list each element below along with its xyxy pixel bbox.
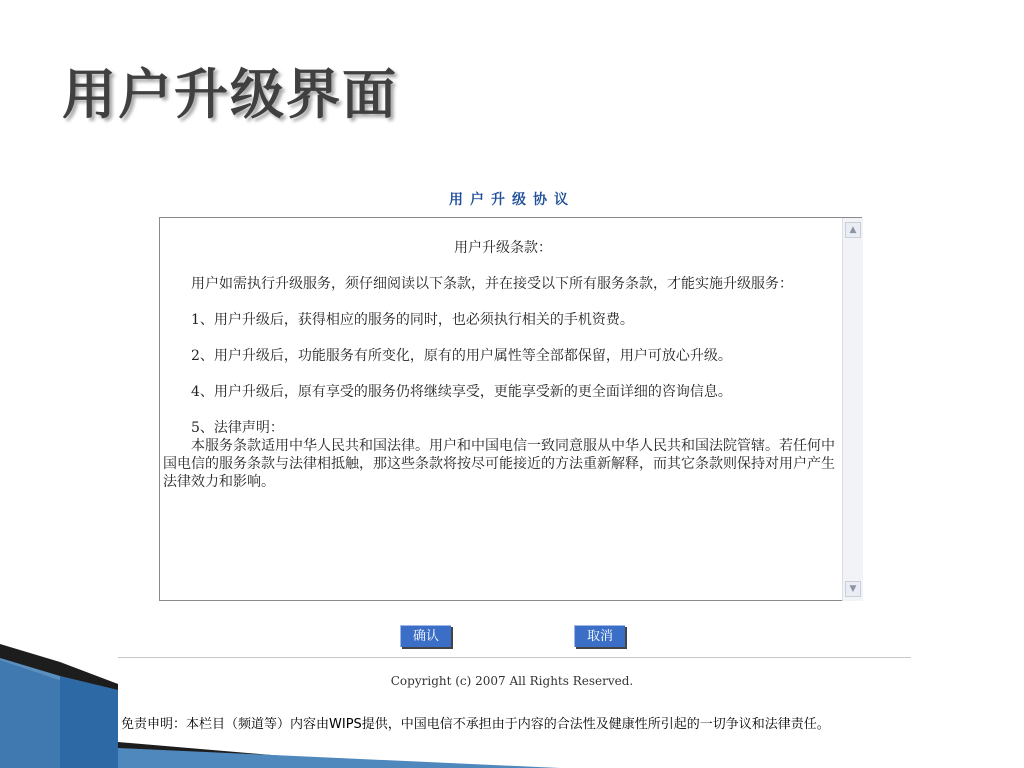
terms-content [163,218,843,600]
terms-scrollbar[interactable] [842,218,863,601]
terms-textarea[interactable] [159,217,862,601]
terms-item-4: 4、用户升级后，原有享受的服务仍将继续享受，更能享受新的更全面详细的咨询信息。 [191,384,732,400]
terms-intro: 用户如需执行升级服务，须仔细阅读以下条款，并在接受以下所有服务条款，才能实施升级服务： [191,276,793,292]
terms-item-1: 1、用户升级后，获得相应的服务的同时，也必须执行相关的手机资费。 [191,312,634,328]
slide-title: 用户升级界面 [62,63,398,126]
agreement-heading: 用户升级协议 [449,192,575,208]
cancel-button[interactable]: 取消 [574,625,625,647]
scroll-down-arrow-icon[interactable]: ▼ [845,581,861,597]
copyright-text: Copyright (c) 2007 All Rights Reserved. [390,674,634,688]
terms-legal-title: 5、法律声明： [191,420,284,436]
disclaimer-text: 免责申明：本栏目（频道等）内容由WIPS提供，中国电信不承担由于内容的合法性及健康性所引起的一切争议和法律责任。 [121,717,830,732]
divider [118,657,911,658]
terms-title: 用户升级条款： [454,240,552,256]
confirm-button[interactable]: 确认 [400,625,451,647]
terms-legal-body: 本服务条款适用中华人民共和国法律。用户和中国电信一致同意服从中华人民共和国法院管辖。若任何中国电信的服务条款与法律相抵触，那这些条款将按尽可能接近的方法重新解释，而其它条款则保持对用户产生法律效力和影响。 [163,438,835,490]
scroll-up-arrow-icon[interactable]: ▲ [845,222,861,238]
terms-item-2: 2、用户升级后，功能服务有所变化，原有的用户属性等全部都保留，用户可放心升级。 [191,348,732,364]
